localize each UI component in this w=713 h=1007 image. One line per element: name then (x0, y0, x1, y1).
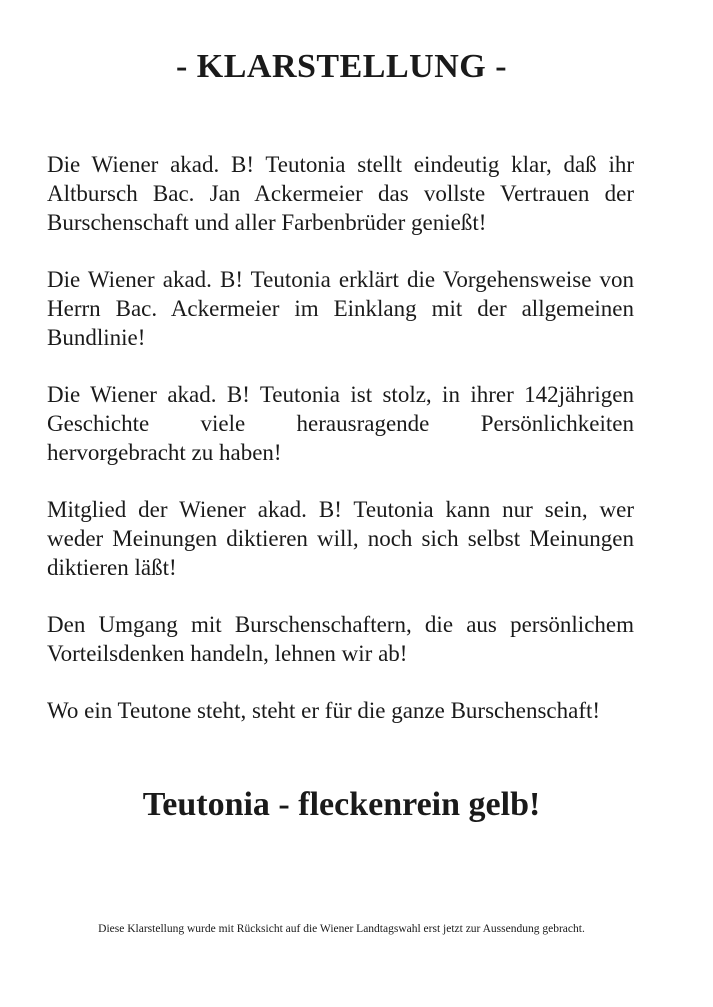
document-body (47, 150, 634, 753)
paragraph-membership: Mitglied der Wiener akad. B! Teutonia kann nur sein, wer weder Meinungen diktieren will, noch sich selbst Meinungen diktieren läßt! (47, 497, 634, 580)
paragraph-history: Die Wiener akad. B! Teutonia ist stolz, in ihrer 142jährigen Geschichte viele herausragende Persönlichkeiten hervorgebracht zu haben! (47, 382, 634, 465)
paragraph-trust: Die Wiener akad. B! Teutonia stellt eindeutig klar, daß ihr Altbursch Bac. Jan Ackermeier das vollste Vertrauen der Burschenschaft und aller Farbenbrüder genießt! (47, 152, 634, 235)
paragraph-unity: Wo ein Teutone steht, steht er für die ganze Burschenschaft! (47, 698, 601, 723)
document-title: - KLARSTELLUNG - (175, 48, 508, 85)
paragraph-approach: Die Wiener akad. B! Teutonia erklärt die Vorgehensweise von Herrn Bac. Ackermeier im Einklang mit der allgemeinen Bundlinie! (47, 267, 634, 350)
document-footnote: Diese Klarstellung wurde mit Rücksicht auf die Wiener Landtagswahl erst jetzt zur Aussendung gebracht. (98, 923, 585, 935)
document-slogan: Teutonia - fleckenrein gelb! (142, 786, 541, 823)
paragraph-rejection: Den Umgang mit Burschenschaftern, die aus persönlichem Vorteilsdenken handeln, lehnen wir ab! (47, 612, 634, 666)
